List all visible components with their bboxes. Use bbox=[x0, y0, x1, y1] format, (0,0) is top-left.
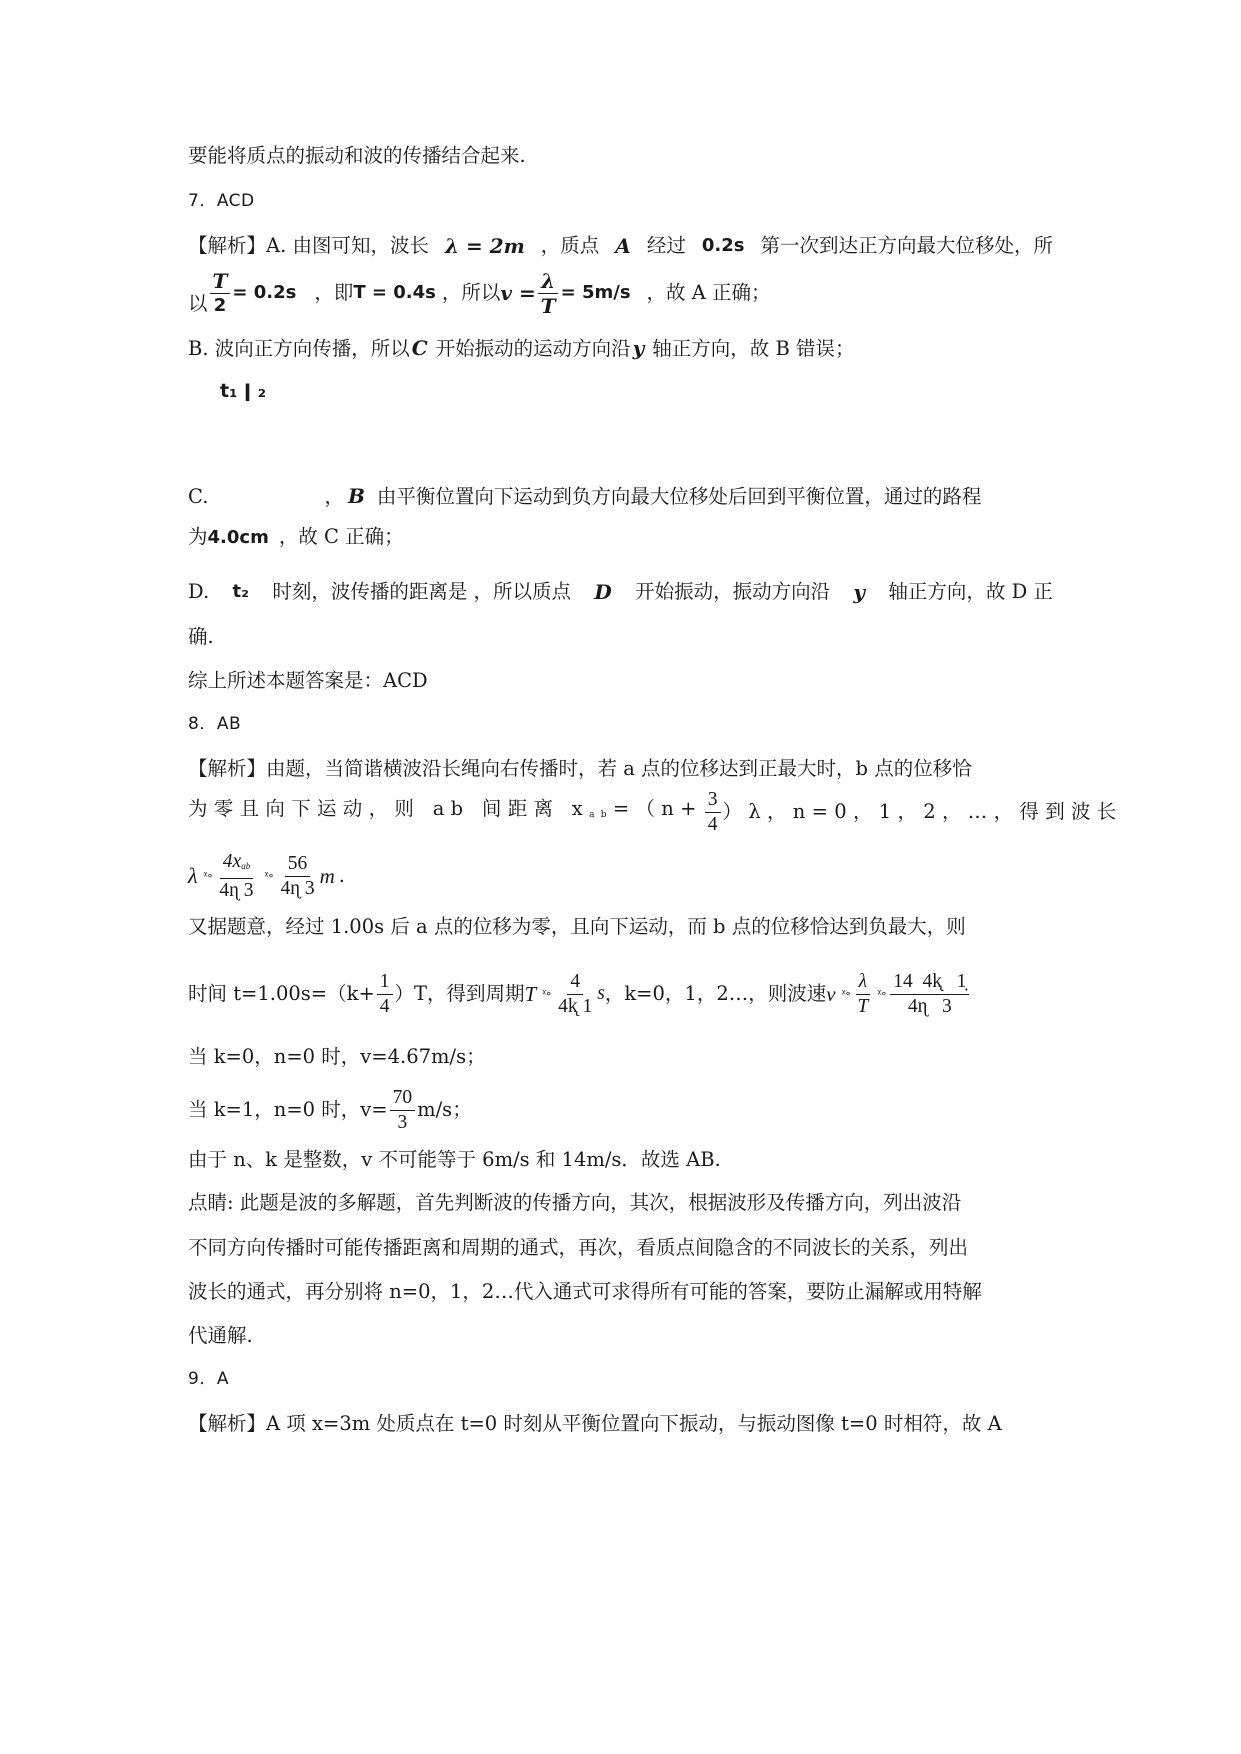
intro-text: 要能将质点的振动和波的传播结合起来. bbox=[188, 144, 526, 167]
q8-l5-text3: ，k=0，1，2…，则波速 bbox=[604, 982, 827, 1005]
q8-fraction-speed: $\frac{14 4k̨ 1̣}{\text{4ɳ 3}}$ bbox=[890, 970, 969, 1019]
q8-fraction-3-over-4: $\frac{3}{4}$ bbox=[705, 788, 721, 837]
q8-lambda: λ bbox=[188, 863, 198, 888]
q7-d-text3: 开始振动，振动方向沿 bbox=[635, 580, 831, 603]
q9-analysis-line1: 【解析】A 项 x=3m 处质点在 t=0 时刻从平衡位置向下振动，与振动图像 t=0 时相符，故 A bbox=[188, 1412, 1002, 1435]
q7-lambda-equation: λ = 2m bbox=[444, 234, 525, 258]
q8-speed-v: v bbox=[826, 982, 836, 1006]
q8-period-t: T bbox=[524, 982, 537, 1006]
q8-unit-s: s bbox=[597, 983, 605, 1004]
q7-fraction-lambda-over-t: $\frac{\lambda}{T}$ bbox=[538, 269, 559, 318]
q7-c-text3: 由平衡位置向下运动到负方向最大位移处后回到平衡位置，通过的路程 bbox=[376, 485, 982, 508]
q8-fraction-1-over-4: $\frac{1}{4}$ bbox=[377, 970, 393, 1019]
q7-b-text2: 开始振动的运动方向沿 bbox=[435, 337, 631, 360]
q7-c-text1: C. bbox=[188, 485, 209, 508]
q8-analysis-line1: 【解析】由题，当简谐横波沿长绳向右传播时，若 a 点的位移达到正最大时，b 点的位移恰 bbox=[188, 757, 972, 780]
q7-distance: 4.0cm bbox=[207, 527, 269, 548]
q7-t1-glyph: t₁ ǀ ₂ bbox=[220, 380, 267, 402]
q8-glyph-3: ᵡ∘ bbox=[542, 987, 552, 1000]
question-7-number: 7．ACD bbox=[188, 191, 255, 211]
q7-eq-0.2s: = 0.2s bbox=[232, 282, 297, 303]
q8-analysis-line7 bbox=[188, 1080, 472, 1140]
q8-analysis-line5 bbox=[188, 963, 971, 1025]
q7-fraction-t-over-2: $\frac{T}{2}$ bbox=[210, 269, 231, 318]
q8-l2-text3: ）λ，n=0，1，2，…，得到波长 bbox=[722, 800, 1123, 823]
q8-fraction-lambda-2: $\frac{56}{\text{4ɳ 3}}$ bbox=[280, 852, 315, 899]
q8-fraction-lambda-1: $\frac{\text{4xab}}{\text{4ɳ 3}}$ bbox=[219, 850, 254, 901]
q7-point-c: C bbox=[411, 336, 428, 360]
q7-c-text2: ， bbox=[324, 485, 344, 508]
q7-analysis-a-line2 bbox=[188, 268, 771, 318]
q7-analysis-d-line2: 确. bbox=[188, 625, 214, 648]
q8-l2-text1: 为零且向下运动，则 ab 间距离 x bbox=[188, 797, 590, 820]
q7-point-b: B bbox=[347, 484, 365, 508]
q7-analysis-b bbox=[188, 334, 855, 363]
q8-l5-text2: ）T，得到周期 bbox=[394, 982, 525, 1005]
q8-note-line1: 点睛: 此题是波的多解题，首先判断波的传播方向，其次，根据波形及传播方向，列出波沿 bbox=[188, 1191, 962, 1214]
q7-c-text5: ，故 C 正确； bbox=[278, 525, 404, 548]
q8-analysis-line8: 由于 n、k 是整数，v 不可能等于 6m/s 和 14m/s．故选 AB. bbox=[188, 1148, 721, 1171]
q7-a-text5: 以 bbox=[188, 292, 208, 315]
q7-eq-period: T = 0.4s bbox=[353, 282, 436, 303]
q8-analysis-line3 bbox=[188, 845, 345, 907]
q7-a-text2: ，质点 bbox=[540, 234, 600, 257]
q7-analysis-a-line1 bbox=[188, 232, 1053, 260]
q7-d-text1: D. bbox=[188, 580, 210, 603]
q8-analysis-line6: 当 k=0，n=0 时，v=4.67m/s； bbox=[188, 1045, 486, 1068]
q8-note-line3: 波长的通式，再分别将 n=0，1，2…代入通式可求得所有可能的答案，要防止漏解或用特解 bbox=[188, 1280, 982, 1303]
q8-glyph-2: ᵡ∘ bbox=[264, 869, 274, 882]
q7-time-t2: t₂ bbox=[232, 581, 249, 602]
q7-d-text4: 轴正方向，故 D 正 bbox=[888, 580, 1053, 603]
q7-axis-y-2: y bbox=[853, 580, 866, 604]
q7-a-text8: ，故 A 正确； bbox=[646, 281, 771, 304]
q8-fraction-70-over-3: $\frac{70}{3}$ bbox=[390, 1086, 416, 1135]
q8-l7-text1: 当 k=1，n=0 时，v= bbox=[188, 1098, 388, 1121]
q7-analysis-c-line1 bbox=[188, 482, 981, 511]
q7-analysis-d-line1 bbox=[188, 578, 1053, 606]
q7-c-text4: 为 bbox=[188, 525, 208, 548]
q7-a-text4: 第一次到达正方向最大位移处，所 bbox=[760, 234, 1053, 257]
q8-fraction-lambda-over-t: $\frac{\lambda}{T}$ bbox=[857, 970, 869, 1017]
q8-glyph-5: ᵡ∘ bbox=[877, 987, 887, 1000]
question-9-number: 9．A bbox=[188, 1369, 229, 1389]
q7-b-text3: 轴正方向，故 B 错误； bbox=[652, 337, 855, 360]
q8-note-line4: 代通解. bbox=[188, 1324, 253, 1347]
q8-note-line2: 不同方向传播时可能传播距离和周期的通式，再次，看质点间隐含的不同波长的关系，列出 bbox=[188, 1236, 969, 1259]
q7-summary: 综上所述本题答案是：ACD bbox=[188, 669, 428, 692]
q7-point-d: D bbox=[594, 580, 612, 604]
q8-analysis-line4: 又据题意，经过 1.00s 后 a 点的位移为零，且向下运动，而 b 点的位移恰达到负最大，则 bbox=[188, 915, 966, 938]
q8-l7-text2: m/s； bbox=[417, 1098, 472, 1121]
question-8-number: 8．AB bbox=[188, 714, 242, 734]
q7-eq-v: v = bbox=[500, 281, 536, 305]
q7-time-0.2s: 0.2s bbox=[701, 235, 745, 256]
q8-glyph-4: ᵡ∘ bbox=[841, 987, 851, 1000]
q8-subscript-ab: ab bbox=[589, 810, 613, 820]
q8-l2-text2: =（n+ bbox=[612, 797, 703, 820]
q7-analysis-c-line2 bbox=[188, 523, 404, 552]
q7-axis-y: y bbox=[632, 336, 645, 360]
q8-glyph-1: ᵡ∘ bbox=[203, 869, 213, 882]
q7-d-text2: 时刻，波传播的距离是 ，所以质点 bbox=[272, 580, 572, 603]
q8-unit-m: m bbox=[319, 864, 335, 888]
q8-fraction-period: $\frac{4}{4k̨ 1}$ bbox=[558, 970, 593, 1017]
q7-b-text1: B. 波向正方向传播，所以 bbox=[188, 337, 410, 360]
q7-eq-speed: = 5m/s bbox=[560, 282, 631, 303]
q7-a-text1: 【解析】A. 由图可知，波长 bbox=[188, 234, 429, 257]
q8-period-mark: . bbox=[338, 864, 345, 887]
q7-point-a: A bbox=[615, 234, 631, 258]
q7-a-text7: ，所以 bbox=[441, 281, 501, 304]
q7-a-text3: 经过 bbox=[646, 234, 686, 257]
q7-a-text6: ，即 bbox=[314, 281, 354, 304]
q8-l5-text1: 时间 t=1.00s=（k+ bbox=[188, 982, 375, 1005]
q8-analysis-line2 bbox=[188, 782, 1123, 842]
